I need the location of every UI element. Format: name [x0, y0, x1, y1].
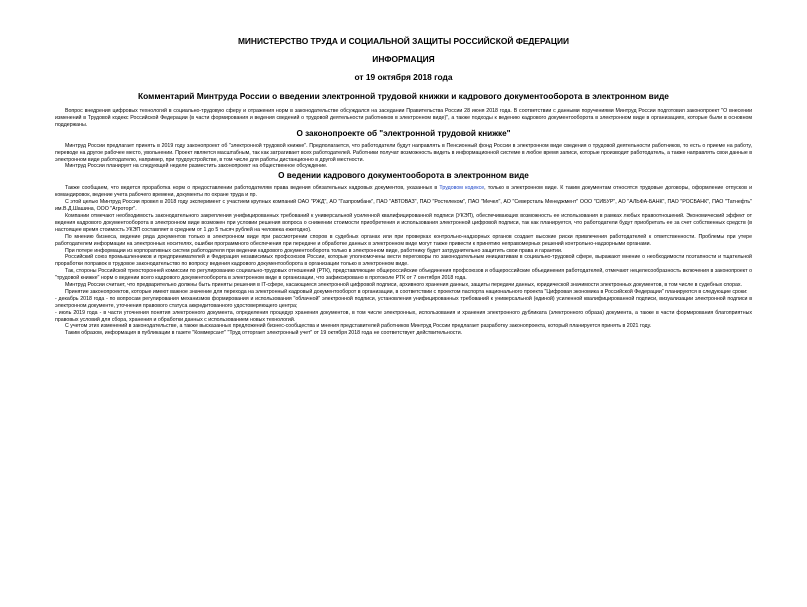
paragraph: Минтруд России считает, что предварительно должны быть приняты решения в IT-сфере, касающиеся электронной цифровой подписи, архивного хранения данных, защиты передачи данных, юридической значимости электронных документов, в том числе в судебных спорах. [65, 282, 742, 289]
list-item: - декабрь 2018 года - по вопросам регулирования механизмов формирования и использования "облачной" электронной подписи, установления унифицированных требований к универсальной (единой) усиленной квалифицированной подписи, визуализации электронной подписи в электронном документе, уточнения правового статуса аккредитованного удостоверяющего центра; [55, 295, 752, 309]
intro-paragraph: Вопрос внедрения цифровых технологий в социально-трудовую сферу и отражения норм в законодательстве обсуждался на заседании Правительства России 28 июня 2018 года. В соответствии с данными поручениями Минтруд России подготовил законопроект "О внесении изменений в Трудовой кодекс Российской Федерации (в части формирования и ведения сведений о трудовой деятельности работников в электронном виде)", а также подходы к ведению кадрового документооборота в электронном виде в организациях, которые были в основном поддержаны. [55, 108, 752, 128]
paragraph: Минтруд России планирует на следующей неделе разместить законопроект на общественное обсуждение. [65, 163, 328, 170]
document-title: Комментарий Минтруда России о введении электронной трудовой книжки и кадрового документооборота в электронном виде [138, 91, 669, 101]
paragraph: Компании отмечают необходимость законодательного закрепления унифицированных требований к универсальной усиленной квалифицированной подписи (УКЭП), обеспечивающих возможность ее использования в рамках любых правоотношений. Экономический эффект от ведения кадрового документооборота в электронном виде возможен при условии решения вопроса о снижении стоимости приобретения и использования электронной цифровой подписи, так как планируется, что работодатели будут приобретать ее за счет собственных средств (в настоящее время стоимость УКЭП составляет в среднем от 1 до 5 тысяч рублей на человека ежегодно). [55, 212, 752, 233]
section-heading-electronic-docflow: О ведении кадрового документооборота в электронном виде [278, 171, 529, 181]
document-page [0, 36, 807, 607]
paragraph: По мнению бизнеса, ведение ряда документов только в электронном виде при рассмотрении споров в судебных органах или при проверках контрольно-надзорных органов создает высокие риски привлечения работодателей к ответственности. Проблемы при утере работодателем информации на электронных носителях, ошибки программного обеспечения при передаче и обработке данных в электронном виде могут также привести к принятию неправомерных решений контрольно-надзорными органами. [55, 233, 752, 247]
paragraph: С учетом этих изменений в законодательстве, а также высказанных предложений бизнес-сообщества и мнения представителей работников Минтруд России предлагает разработку законопроекта, который планируется принять в 2021 году. [65, 323, 652, 330]
paragraph: Российский союз промышленников и предпринимателей и Федерация независимых профсоюзов России, которые уполномочены вести переговоры по законодательным инициативам в социально-трудовой сфере, выражают мнение о необходимости поэтапности и тщательной проработки поправок в трудовое законодательство по вопросу ведения кадрового документооборота в организации только в электронном виде. [55, 254, 752, 268]
paragraph-text: , только в электронном виде. К таким документам относятся трудовые договоры, оформление отпусков и командировок, ведение учета рабочего времени, документы по охране труда и пр. [55, 185, 753, 199]
paragraph: С этой целью Минтруд России провел в 2018 году эксперимент с участием крупных компаний ОАО "РЖД", АО "Газпромбанк", ПАО "АВТОВАЗ", ПАО "Ростелеком", ПАО "Мечел", АО "Северсталь Менеджмент" ООО "СИБУР", АО "АЛЬФА-БАНК", ПАО "РОСБАНК", ПАО "Татнефть" им.В.Д.Шашина, ООО "Агроторг". [55, 199, 752, 213]
labor-code-link[interactable]: Трудовом кодексе [439, 185, 485, 192]
list-item: - июль 2019 года - в части уточнения понятия электронного документа, определения процедур хранения документов, в том числе электронных, использования и хранения электронного дубликата (электронного образа) документа, а также в части формирования благоприятных правовых условий для сбора, хранения и обработки данных с использованием новых технологий. [55, 309, 752, 323]
paragraph-with-link [55, 185, 752, 199]
document-date: от 19 октября 2018 года [354, 72, 453, 82]
paragraph: Принятие законопроектов, которые имеют важное значение для перехода на электронный кадровый документооборот в организации, в соответствии с проектом паспорта национального проекта "Цифровая экономика в Российской Федерации" планируются в следующие сроки: [65, 288, 748, 295]
ministry-title: МИНИСТЕРСТВО ТРУДА И СОЦИАЛЬНОЙ ЗАЩИТЫ РОССИЙСКОЙ ФЕДЕРАЦИИ [237, 36, 570, 46]
section-heading-law-project: О законопроекте об "электронной трудовой книжке" [296, 128, 511, 138]
document-type: ИНФОРМАЦИЯ [372, 54, 435, 64]
paragraph: Так, стороны Российской трехсторонней комиссии по регулированию социально-трудовых отношений (РТК), представляющие общероссийские объединения профсоюзов и общероссийские объединения работодателей, отмечают нецелесообразность включения в законопроект о "трудовой книжке" норм о ведении всего кадрового документооборота в электронном виде в организации, что зафиксировано в протоколе РТК от 7 сентября 2018 года. [55, 268, 752, 282]
paragraph: Минтруд России предлагает принять в 2019 году законопроект об "электронной трудовой книжке". Предполагается, что работодатели будут направлять в Пенсионный фонд России в электронном виде сведения о трудовой деятельности работников, то есть о приеме на работу, переводе на другое рабочее место, увольнении. Проект является масштабным, так как затрагивает всех работодателей. Работники получат возможность видеть в информационной системе в любое время записи, которые производит работодатель, а также направлять свои данные в электронном виде работодателю, например, при трудоустройстве, в том числе для работы дистанционно в другой местности. [55, 142, 752, 163]
paragraph-text: Также сообщаем, что ведется проработка норм о предоставлении работодателям права ведения обязательных кадровых документов, указанных в [65, 185, 440, 192]
paragraph: При потере информации из корпоративных систем работодателя при ведении кадрового документооборота только в электронном виде, работнику будет затруднительно защитить свои права и гарантии. [65, 247, 563, 254]
paragraph: Таким образом, информация в публикации в газете "Коммерсант" "Труд отторгает электронный учет" от 19 октября 2018 года не соответствует действительности. [65, 330, 463, 337]
